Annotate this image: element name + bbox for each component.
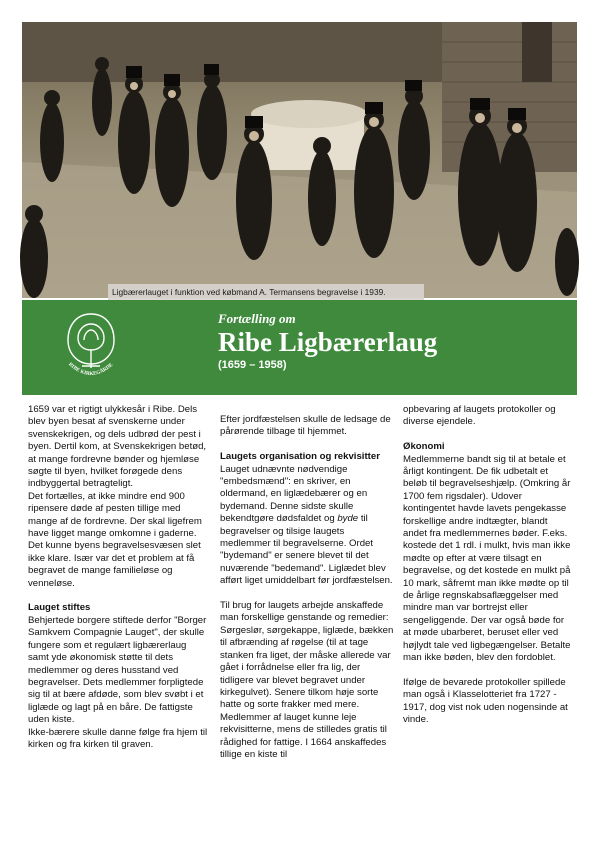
heading-organisation: Laugets organisation og rekvisitter (220, 451, 380, 463)
photo-illustration (22, 22, 577, 298)
paragraph-after-burial: Efter jordfæstelsen skulle de ledsage de pårørende tilbage til hjemmet. (220, 414, 391, 438)
paragraph-economy: Medlemmerne bandt sig til at betale et årligt kontingent. De fik udbetalt et beløb til begravelseshjælp. (Omkring år 1700 fem rigsdaler). Udover kontingentet havde lavets pengekasse forskellige andre indtægter, blandt andet fra medlemmernes bøder. F.eks. kostede det 1 rdl. i mulkt, hvis man ikke mødte op efter at være tilsagt en begravelse, og det kostede en mulkt på 10 mark, såfremt man ikke mødte op til de årlige regnskabsaflæggelser med mindre man var bortrejst eller sengeliggende. Der var også bøde for at møde ubarberet, beruset eller ved højlydt tale ved ligbegængelser. Betalte man ikke bøden, blev den fordoblet. (403, 453, 571, 664)
paragraph-pest: Det fortælles, at ikke mindre end 900 ripensere døde af pesten tillige med mange af de fordrevne. Der skal ligefrem have ligget mange omkomne i gaderne. Det kunne byens begravelsesvæsen slet ikke klare. Især var det et problem at få begravet de mange familieløse og venneløse. (28, 490, 202, 589)
paragraph-intro: 1659 var et rigtigt ulykkesår i Ribe. Dels blev byen besat af svenskerne under svenskekrigen, og dels udbrød der pest i byen. Dertil kom, at Svenskekrigen betød, at mange fordrevne bønder og hjemløse søgte til byen, hvilket forøgede dens indbyggertal betragteligt. (28, 404, 207, 490)
funeral-photo (22, 22, 577, 298)
title-banner (22, 300, 577, 395)
ribe-kirkegaarde-logo (58, 310, 124, 386)
page-title: Ribe Ligbærerlaug (218, 327, 438, 357)
logo-text: RIBE KIRKEGÅRDE (67, 361, 115, 378)
text-column-2 (220, 414, 396, 761)
text-column-3 (403, 404, 573, 727)
paragraph-props: Til brug for laugets arbejde anskaffede man forskellige genstande og remedier: Sørgeslør, sørgekappe, liglæde, bækken til afbrænding af røgelse (til at tage stanken fra liget, der måske allerede var gået i forrådnelse eller fra lig, der tidligere var blevet begravet under kirkegulvet). Senere tilkom høje sorte hatte og sorte frakker med mere. Medlemmer af lauget kunne leje rekvisitterne, mens de stilledes gratis til rådighed for fattige. I 1664 anskaffedes tillige en kiste til (220, 600, 394, 760)
paragraph-archive: opbevaring af laugets protokoller og diverse ejendele. (403, 404, 556, 428)
text-column-1 (28, 404, 208, 751)
heading-okonomi: Økonomi (403, 441, 445, 453)
paragraph-officials: Lauget udnævnte nødvendige "embedsmænd": en skriver, en oldermand, en liglædebærer og en bydemand. Denne sidste skulle bekendtgøre dødsfaldet og byde til begravelser og tilsige laugets medlemmer til begravelserne. Ordet "bydemand" er senere blevet til det nuværende "bedemand". Liglædet blev afført liget umiddelbart før jordfæstelsen. (220, 463, 393, 587)
paragraph-founding: Behjertede borgere stiftede derfor "Borger Samkvem Compagnie Lauget", der skulle fungere som et regulært ligbærerlaug samt yde økonomisk støtte til dets medlemmer og deres husstand ved begravelser. Dets medlemmer forpligtede sig til at bære afdøde, som blev svøbt i et liglæde og lagt på en båre. De fattigste uden kiste. (28, 614, 207, 726)
caption-line-1: Ligbærerlauget i funktion ved købmand A. Termansens begravelse i 1939. (112, 287, 386, 297)
heading-lauget-stiftes: Lauget stiftes (28, 602, 91, 614)
paragraph-lottery: Ifølge de bevarede protokoller spillede man også i Klasselotteriet fra 1727 - 1917, dog vist nok uden nogensinde at vinde. (403, 676, 568, 726)
page-years: (1659 – 1958) (218, 359, 287, 371)
banner-kicker: Fortælling om (218, 311, 296, 326)
paragraph-non-bearers: Ikke-bærere skulle danne følge fra hjem til kirken og fra kirken til graven. (28, 726, 208, 750)
